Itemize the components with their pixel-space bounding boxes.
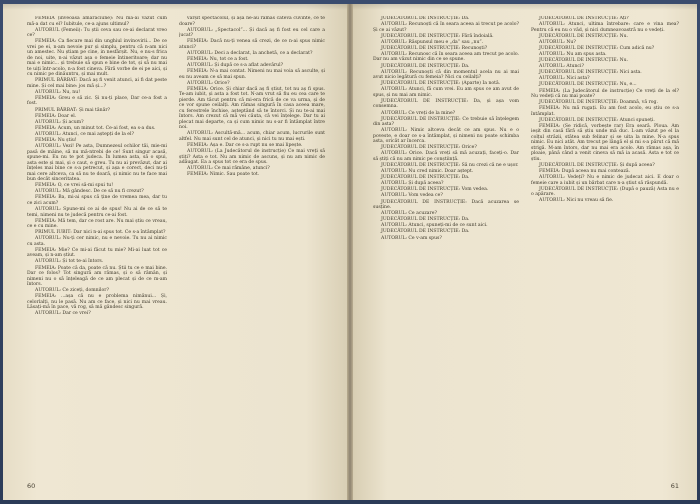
dialogue-paragraph: FEMEIA: Dacă nu-ți venea să crezi, de ce n-ai spus nimic atunci? (179, 39, 325, 50)
left-page (3, 4, 347, 500)
dialogue-paragraph: JUDECĂTORUL DE INSTRUCȚIE: Da. (381, 217, 470, 223)
dialogue-paragraph: AUTORUL: Ce v-am spus? (381, 235, 442, 241)
page-number: 61 (670, 482, 679, 490)
page-shade (3, 4, 347, 10)
dialogue-paragraph: AUTORUL: Vezi! Pe asta, Dumnezeul ochilor tăi, mie-mi pasă de mâine, să nu mă-ntrebi de ce! Sunt singur acasă, spune-mi. Eu nu te pot judeca. În lumea asta, să o spui, asta este și mai, și o caut, e greu. Tu nu ai prevăzut, dar ai înțeles mai bine ce s-a petrecut, și așa e corect, deci nu-ți mai cere altceva, ca să nu te doară, și nimic nu te face mai bun decât sinceritatea. (27, 144, 167, 183)
dialogue-paragraph: AUTORUL: Ce acuzare? (381, 211, 437, 217)
dialogue-paragraph: JUDECĂTORUL DE INSTRUCȚIE: Ce trebuie să înțelegem din asta? (373, 116, 519, 128)
dialogue-paragraph: JUDECĂTORUL DE INSTRUCȚIE: Da, și așa vom consemna. (373, 98, 519, 110)
dialogue-paragraph: JUDECĂTORUL DE INSTRUCȚIE: Da. (381, 229, 470, 235)
dialogue-paragraph: AUTORUL: Recunosc că în seara aceea am trecut pe acolo. Dar nu am văzut nimic din ce se spune. (373, 51, 519, 63)
dialogue-paragraph: JUDECĂTORUL DE INSTRUCȚIE: Nici asta. (539, 70, 642, 76)
dialogue-paragraph: AUTORUL: Ce vreți de la mine? (381, 110, 456, 116)
dialogue-paragraph: JUDECĂTORUL DE INSTRUCȚIE: Nu. (539, 58, 629, 64)
dialogue-paragraph: JUDECĂTORUL DE INSTRUCȚIE: Nu. (539, 33, 629, 39)
dialogue-paragraph: FEMEIA: Nu știu! (35, 138, 77, 144)
dialogue-paragraph: FEMEIA: N-a mai contat. Nimeni nu mai voia să asculte, și eu nu aveam ce să mai spun. (179, 69, 325, 80)
dialogue-paragraph: JUDECĂTORUL DE INSTRUCȚIE: Da. (381, 16, 470, 21)
dialogue-paragraph: AUTORUL: Atunci, ce mai aștepți de la el? (35, 131, 134, 137)
dialogue-paragraph: AUTORUL: Dar ce vrei? (35, 311, 91, 317)
dialogue-paragraph: FEMEIA: Nimic. Sau poate tot. (187, 172, 260, 178)
dialogue-paragraph: AUTORUL: Orice. Dacă vreți să mă acuzați, faceți-o. Dar să știți că nu am nimic pe conștiință. (373, 151, 519, 162)
dialogue-paragraph: FEMEIA: Acum, un minut tot. Ce-ai fost, ea s-a dus. (35, 125, 156, 131)
dialogue-paragraph: AUTORUL: Răspunsul meu e „da” sau „nu”. (381, 39, 484, 45)
dialogue-paragraph: AUTORUL: Atunci? (539, 64, 584, 70)
dialogue-paragraph: AUTORUL: Nu cred nimic. Doar aștept. (381, 169, 474, 175)
dialogue-paragraph: JUDECĂTORUL DE INSTRUCȚIE: Ați? (539, 16, 629, 21)
dialogue-paragraph: PRIMUL IUBIT: Dar nici n-ai spus tot. Ce s-a întâmplat? (35, 230, 166, 236)
dialogue-paragraph: FEMEIA: Doar el. (35, 113, 77, 119)
dialogue-paragraph: JUDECĂTORUL DE INSTRUCȚIE: Doamnă, vă rog. (539, 100, 658, 106)
dialogue-paragraph: FEMEIA: Greu e să zic. Și nu-ți place, Dar ce-a fost a fost. (27, 95, 167, 107)
dialogue-paragraph: AUTORUL: Nimic altceva decât ce am spus. Nu e o poveste, e doar ce s-a întâmplat, și nimeni nu poate schimba asta, oricât ar încerca. (373, 128, 519, 145)
dialogue-paragraph: AUTORUL: Deci a declarat, la anchetă, ce a declarat? (187, 50, 313, 56)
dialogue-paragraph: AUTORUL: Ascultă-mă... acum, chiar acum, lucrurile sunt altfel. Nu mai sunt cel de atunci, și nici tu nu mai ești. (179, 131, 325, 142)
dialogue-paragraph: FEMEIA: (La Judecătorul de instrucție) Ce vreți de la el? Nu vedeți că nu mai poate? (531, 88, 679, 100)
dialogue-paragraph: PRIMUL BĂRBAT: Dacă aș fi venit atunci, ai fi dat peste mine. Și cel mai bine: jos mă și...? (27, 78, 167, 89)
dialogue-paragraph: AUTORUL: Spune-mi ce ai de spus! Nu ai de ce să te temi, nimeni nu te judecă pentru ce-ai fost. (27, 207, 167, 218)
dialogue-paragraph: AUTORUL: Și tot te-ai întors. (35, 259, 104, 265)
dialogue-paragraph: AUTORUL: Recunoști că din momentul acela nu ai mai avut nicio legătură cu femeia? Nici cu ceilalți? (373, 69, 519, 81)
dialogue-paragraph: JUDECĂTORUL DE INSTRUCȚIE: Recunoști? (381, 45, 488, 51)
dialogue-paragraph: JUDECĂTORUL DE INSTRUCȚIE: Fără îndoială. (381, 33, 494, 39)
right-page-column-2 (531, 16, 679, 486)
dialogue-paragraph: FEMEIA: Mie? Ce mi-ai făcut tu mie? Mi-ai luat tot ce aveam, și n-am știut. (27, 247, 167, 259)
dialogue-paragraph: AUTORUL: Mă gândesc. De ce să nu fi crezut? (35, 189, 144, 195)
dialogue-paragraph: AUTORUL: Nici asta? (539, 76, 590, 82)
dialogue-paragraph: AUTORUL: Nu am spus asta. (539, 51, 607, 57)
dialogue-paragraph: FEMEIA: Nu mă rugați. Eu am fost acolo, eu știu ce s-a întâmplat. (531, 106, 679, 117)
dialogue-paragraph: JUDECĂTORUL DE INSTRUCȚIE: Da. (381, 175, 470, 181)
dialogue-paragraph: vârșit spectacolul, și așa ne-au rămas câteva cuvinte, ce te doare? (179, 16, 325, 27)
dialogue-paragraph: FEMEIA: Ca fiecare mai din unghiul invinovirii... De ce vrei pe ei, n-am nevoie pur și simplu, pentru că n-am nici un amestec. Nu știam pe cine, in nesfârșit. Nu, e nu-s frica de noi, uite, n-ai văzut așa o femeie întineritoare; dar nu mai e nimic... și trebuie să spun e bine de tot, și să nu mai te uiți într-acolo, n-a fost cineva. Fără vorbe de ei pe aici, și cu nimic pe dinăuntru, și mai mult. (27, 39, 167, 78)
left-page-column-2 (179, 16, 325, 486)
left-page-column-1 (27, 16, 167, 486)
dialogue-paragraph: FEMEIA: Așa e. Dar ce s-a rupt nu se mai lipește. (187, 142, 303, 148)
dialogue-paragraph: AUTORUL: Ce mai rămâne, atunci? (187, 166, 270, 172)
dialogue-paragraph: FEMEIA: Mă tem, dar ce rost are. Nu mai știu ce vreau, ce e cu mine. (27, 218, 167, 230)
dialogue-paragraph: AUTORUL: Ce ziceți, domnilor? (35, 288, 109, 294)
right-page-column-1 (373, 16, 519, 486)
dialogue-paragraph: AUTORUL: „Spectacol”... Și dacă aș fi fost eu cel care a jucat? (179, 27, 325, 39)
dialogue-paragraph: AUTORUL: Și după ce s-a aflat adevărul? (187, 62, 284, 68)
dialogue-paragraph: JUDECĂTORUL DE INSTRUCȚIE: (După o pauză) Asta nu e o apărare. (531, 186, 679, 198)
dialogue-paragraph: JUDECĂTORUL DE INSTRUCȚIE: Cum adică nu? (539, 45, 655, 51)
dialogue-paragraph: FEMEIA: O, ce vrei să-mi spui tu! (35, 183, 114, 189)
dialogue-paragraph: AUTORUL: Atunci, spuneți-mi de ce sunt aici. (381, 223, 488, 229)
dialogue-paragraph: AUTORUL: Vom vedea ce? (381, 193, 443, 199)
dialogue-paragraph: FEMEIA: Poate că da, poate că nu. Știi tu ce e mai bine. Dar ce folos? Tot singură am rămas, și o să rămân, și nimeni nu o să înțeleagă de ce am plecat și de ce m-am întors. (27, 265, 167, 288)
dialogue-paragraph: JUDECĂTORUL DE INSTRUCȚIE: Dacă acuzarea se susține. (373, 199, 519, 211)
dialogue-paragraph: FEMEIA: Orice. Și chiar dacă aș fi știut, tot nu aș fi spus. Te-am iubit, și asta a fost tot. N-am vrut să fiu eu cea care te pierde. Am tăcut pentru că mi-era frică de ce va urma, și de ce vor spune ceilalți. Am rămas singură în casa aceea mare, cu ferestrele închise, așteptând să te întorci. Și nu te-ai mai întors. Am crezut că mă vei căuta, că vei înțelege. Dar tu ai plecat mai departe, ca și cum nimic nu s-ar fi întâmplat între noi. (179, 86, 325, 131)
dialogue-paragraph: AUTORUL: Nici nu vreau să fie. (539, 198, 614, 204)
dialogue-paragraph: AUTORUL: Și după aceea? (381, 181, 444, 187)
dialogue-paragraph: AUTORUL: Recunoști că în seara aceea ai trecut pe acolo? Și ce ai văzut? (373, 22, 519, 33)
dialogue-paragraph: FEMEIA: ...așa că nu e problema nimănui... Și, celorlalți, nu le pasă. Nu am ce face, și nici nu mai vreau. Lăsați-mă în pace, vă rog, să mă gândesc singură. (27, 294, 167, 311)
dialogue-paragraph: AUTORUL: Nu-ți cer nimic, nu e nevoie. Tu nu ai nimic cu asta. (27, 236, 167, 247)
dialogue-paragraph: JUDECĂTORUL DE INSTRUCȚIE: Nu, e... (539, 82, 637, 88)
dialogue-paragraph: JUDECĂTORUL DE INSTRUCȚIE: Și după aceea? (539, 163, 655, 168)
dialogue-paragraph: FEMEIA: Ba, mi-ai spus că ține de vremea mea, dar tu ce zici acum? (27, 195, 167, 206)
dialogue-paragraph: JUDECĂTORUL DE INSTRUCȚIE: Să nu crezi că ne e ușor. (381, 163, 519, 168)
right-page (353, 4, 697, 500)
dialogue-paragraph: FEMEIA: (Se ridică, vorbește rar) Era seară. Ploua. Am ieșit din casă fără să știu unde mă duc. L-am văzut pe el la colțul străzii, stătea sub felinar și se uita la mine. N-a spus nimic. Eu nici atât. Am trecut pe lângă el și mi s-a părut că mă strigă. M-am întors, dar nu mai era acolo. Am rămas așa, în ploaie, până când a venit cineva să mă ia acasă. Asta e tot ce știu. (531, 123, 679, 162)
dialogue-paragraph: FEMEIA (inveoasă amărăciune): Nu mă-ai văzut cum mă-a dat cu el? Iubitule, ce-a ajuns ultimul? (27, 16, 167, 27)
dialogue-paragraph: AUTORUL: Vedeți? Nu e nimic de judecat aici. E doar o femeie care a iubit și un bărbat care n-a știut să răspundă. (531, 175, 679, 186)
dialogue-paragraph: AUTORUL: (La Judecătorul de instrucție) Ce mai vreți să știți? Asta e tot. Nu am nimic de ascuns, și nu am nimic de adăugat. Ea a spus tot ce era de spus. (179, 149, 325, 166)
dialogue-paragraph: JUDECĂTORUL DE INSTRUCȚIE: Atunci spuneți. (539, 117, 655, 123)
page-number: 60 (27, 482, 36, 490)
dialogue-paragraph: JUDECĂTORUL DE INSTRUCȚIE: Vom vedea. (381, 187, 489, 193)
dialogue-paragraph: AUTORUL: Atunci, fă cum vrei. Eu am spus ce am avut de spus, și nu mai am nimic. (373, 87, 519, 98)
dialogue-paragraph: AUTORUL: Și acum? (35, 119, 84, 125)
dialogue-paragraph: AUTORUL: Atunci, ultima întrebare: care e vina mea? Pentru că eu nu o văd, și nici dumneavoastră nu o vedeți. (531, 22, 679, 33)
dialogue-paragraph: AUTORUL: Nu? (539, 39, 576, 45)
dialogue-paragraph: AUTORUL (Femeii): Tu știi ceva sau ce-ai declarat vreo ce? (27, 27, 167, 39)
dialogue-paragraph: AUTORUL: Nu, nu! (35, 89, 81, 95)
page-shade (353, 4, 697, 10)
dialogue-paragraph: FEMEIA: După aceea nu mai contează. (539, 169, 631, 175)
dialogue-paragraph: PRIMUL BĂRBAT: Și mai tânăr? (35, 107, 110, 113)
dialogue-paragraph: JUDECĂTORUL DE INSTRUCȚIE: (Aparte) Ia notă. (381, 81, 501, 87)
dialogue-paragraph: FEMEIA: Nu, tot ce a fost. (187, 56, 249, 62)
dialogue-paragraph: JUDECĂTORUL DE INSTRUCȚIE: Da. (381, 63, 470, 69)
dialogue-paragraph: JUDECĂTORUL DE INSTRUCȚIE: Orice? (381, 145, 477, 151)
dialogue-paragraph: AUTORUL: Orice? (187, 80, 230, 86)
